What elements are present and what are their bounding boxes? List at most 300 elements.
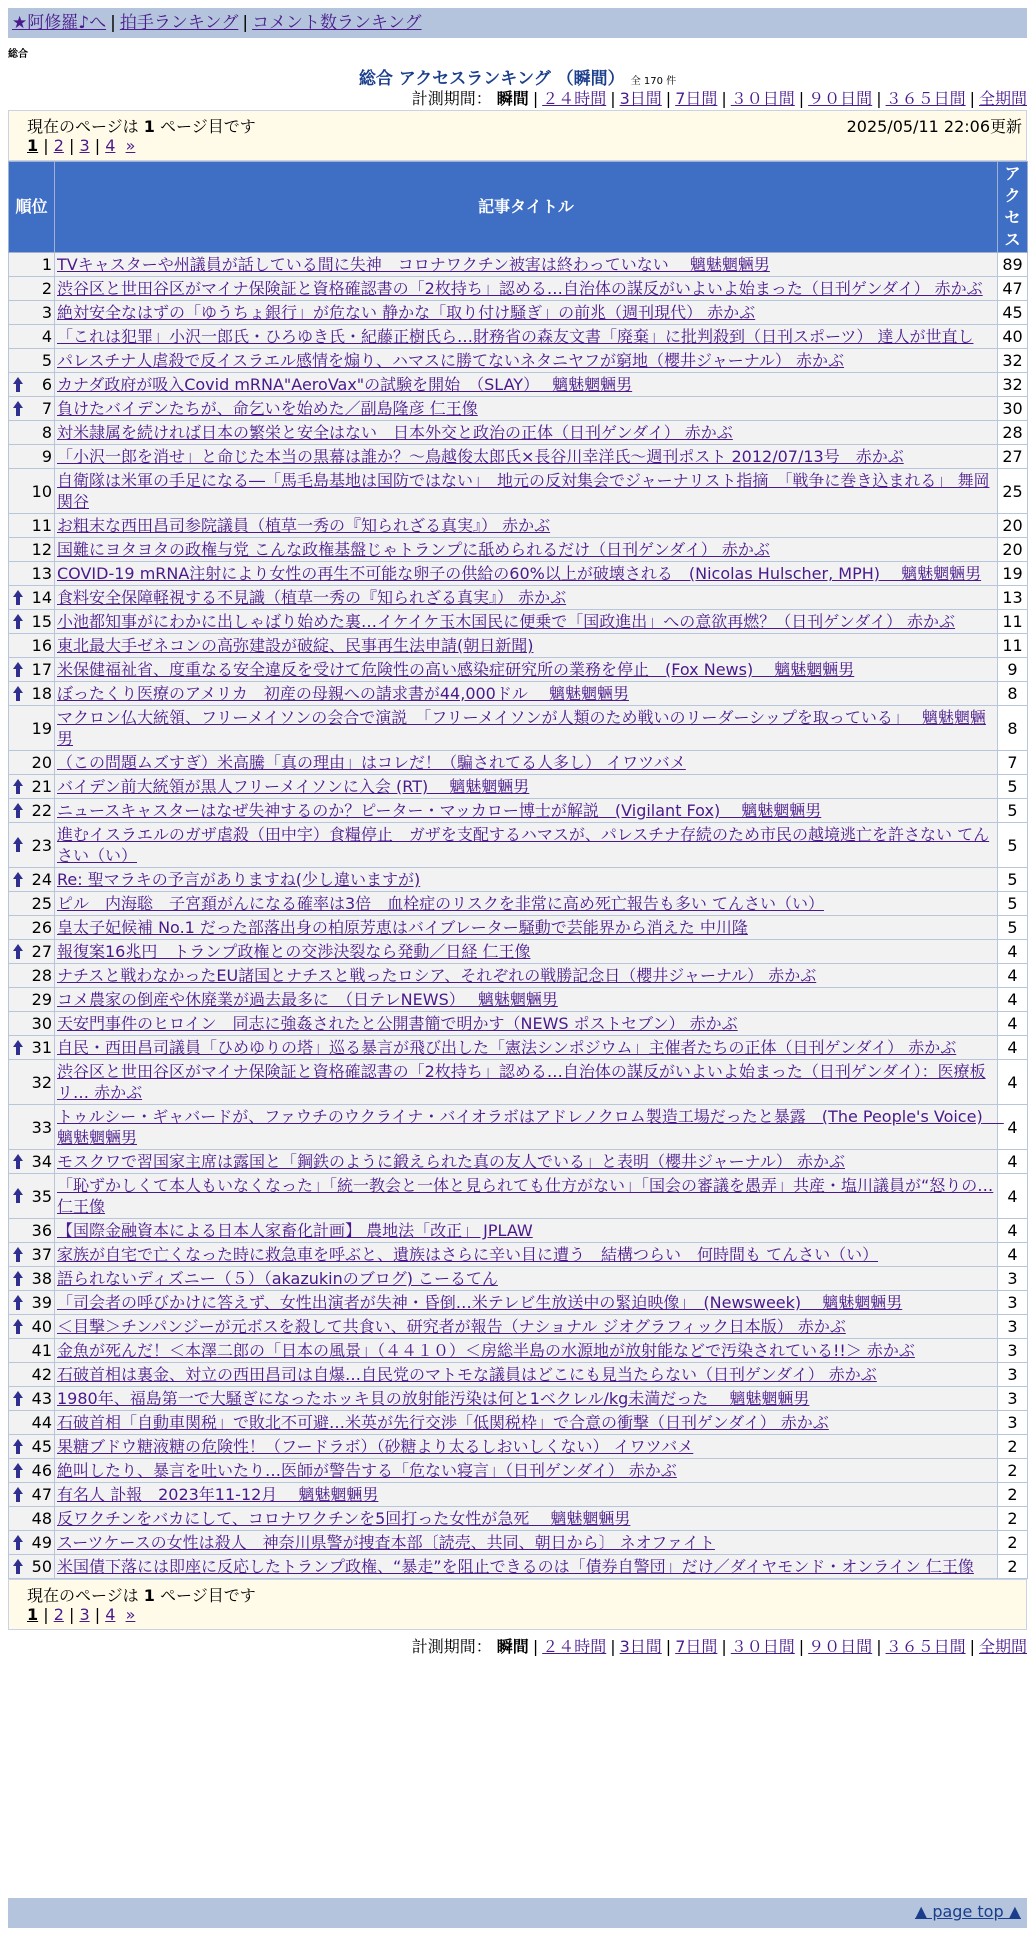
title-cell: [55, 799, 998, 823]
page-link-3[interactable]: 3: [79, 1605, 90, 1624]
rank-cell: [9, 1012, 55, 1036]
rank-number: 15: [31, 612, 52, 631]
rank-cell: [9, 277, 55, 301]
rank-number: 39: [31, 1293, 52, 1312]
pagination-top: 1 | 2 | 3 | 4 »: [27, 136, 136, 155]
period-link-365d[interactable]: ３６５日間: [885, 1637, 966, 1656]
access-count: 30: [998, 397, 1028, 421]
rank-cell: [9, 1150, 55, 1174]
title-cell: [55, 1219, 998, 1243]
rank-number: 3: [41, 303, 52, 322]
table-row: [9, 988, 1028, 1012]
title-cell: [55, 988, 998, 1012]
rank-cell: [9, 1174, 55, 1219]
article-title-link[interactable]: 米保健福祉省、度重なる安全違反を受けて危険性の高い感染症研究所の業務を停止 (Fox News) 魑魅魍魎男: [57, 660, 855, 679]
title-cell: [55, 610, 998, 634]
page-1-current: 1: [27, 1605, 39, 1624]
article-title-link[interactable]: 絶対安全なはずの「ゆうちょ銀行」が危ない 静かな「取り付け騒ぎ」の前兆（週刊現代） 赤かぶ: [57, 303, 756, 322]
article-title-link[interactable]: ピル 内海聡 子宮頚がんになる確率は3倍 血栓症のリスクを非常に高め死亡報告も多い てんさい（い）: [57, 894, 824, 913]
table-row: [9, 562, 1028, 586]
period-link-7d[interactable]: 7日間: [675, 1637, 718, 1656]
rank-number: 27: [31, 942, 52, 961]
nav-link-clap-ranking[interactable]: 拍手ランキング: [119, 13, 239, 33]
table-row: [9, 1219, 1028, 1243]
article-title-link[interactable]: 負けたバイデンたちが、命乞いを始めた／副島隆彦 仁王像: [57, 399, 478, 418]
title-cell: [55, 277, 998, 301]
table-row: [9, 1459, 1028, 1483]
rank-cell: [9, 775, 55, 799]
access-count: 2: [998, 1531, 1028, 1555]
rank-number: 22: [31, 801, 52, 820]
access-count: 5: [998, 892, 1028, 916]
article-title-link[interactable]: ＜目撃＞チンパンジーが元ボスを殺して共食い、研究者が報告（ナショナル ジオグラフィック日本版） 赤かぶ: [57, 1317, 846, 1336]
rank-number: 42: [31, 1365, 52, 1384]
access-count: 3: [998, 1363, 1028, 1387]
rank-number: 19: [31, 718, 52, 738]
article-title-link[interactable]: 小池都知事がにわかに出しゃばり始めた裏…イケイケ玉木国民に便乗で「国政進出」への意欲再燃？（日刊ゲンダイ） 赤かぶ: [57, 612, 956, 631]
article-title-link[interactable]: 食料安全保障軽視する不見識（植草一秀の『知られざる真実』） 赤かぶ: [57, 588, 567, 607]
rank-cell: [9, 1315, 55, 1339]
access-count: 45: [998, 301, 1028, 325]
rank-number: 49: [31, 1533, 52, 1552]
title-cell: [55, 1315, 998, 1339]
access-count: 8: [998, 682, 1028, 706]
article-title-link[interactable]: 1980年、福島第一で大騒ぎになったホッキ貝の放射能汚染は何と1ベクレル/kg未満だった 魑魅魍魎男: [57, 1389, 810, 1408]
table-row: [9, 1060, 1028, 1105]
rank-cell: [9, 610, 55, 634]
title-cell: [55, 514, 998, 538]
article-title-link[interactable]: ニュースキャスターはなぜ失神するのか？ピーター・マッカロー博士が解説 (Vigilant Fox) 魑魅魍魎男: [57, 801, 822, 820]
rank-number: 34: [31, 1152, 52, 1171]
title-cell: [55, 706, 998, 751]
article-title-link[interactable]: 東北最大手ゼネコンの高弥建設が破綻、民事再生法申請(朝日新聞): [57, 636, 534, 655]
access-count: 5: [998, 916, 1028, 940]
title-cell: [55, 634, 998, 658]
rank-cell: [9, 916, 55, 940]
page-1-current: 1: [27, 136, 39, 155]
current-page-text: 現在のページは 1 ページ目です: [27, 117, 256, 136]
rank-up-arrow-icon: [13, 1463, 23, 1479]
rank-cell: [9, 940, 55, 964]
rank-number: 35: [31, 1186, 52, 1206]
table-row: [9, 1339, 1028, 1363]
title-cell: [55, 1435, 998, 1459]
rank-cell: [9, 1219, 55, 1243]
total-count: 全 170 件: [630, 76, 677, 87]
rank-up-arrow-icon: [13, 872, 23, 888]
article-title-link[interactable]: 「小沢一郎を消せ」と命じた本当の黒幕は誰か？～鳥越俊太郎氏×長谷川幸洋氏～週刊ポスト 2012/07/13号 赤かぶ: [57, 447, 904, 466]
article-title-link[interactable]: COVID-19 mRNA注射により女性の再生不可能な卵子の供給の60%以上が破壊される (Nicolas Hulscher, MPH) 魑魅魍魎男: [57, 564, 982, 583]
period-link-90d[interactable]: ９０日間: [808, 89, 873, 108]
rank-up-arrow-icon: [13, 1439, 23, 1455]
title-cell: [55, 1105, 1004, 1150]
rank-number: 17: [31, 660, 52, 679]
table-row: [9, 1150, 1028, 1174]
article-title-link[interactable]: 皇太子妃候補 No.1 だった部落出身の柏原芳恵はバイブレーター騒動で芸能界から消えた 中川隆: [57, 918, 748, 937]
page-next[interactable]: »: [125, 1605, 136, 1624]
rank-up-arrow-icon: [13, 377, 23, 393]
rank-number: 4: [41, 327, 52, 346]
title-cell: [55, 1012, 998, 1036]
table-row: [9, 1291, 1028, 1315]
article-title-link[interactable]: お粗末な西田昌司参院議員（植草一秀の『知られざる真実』） 赤かぶ: [57, 516, 551, 535]
rank-cell: [9, 1459, 55, 1483]
rank-number: 14: [31, 588, 52, 607]
rank-number: 26: [31, 918, 52, 937]
page-link-2[interactable]: 2: [53, 136, 64, 155]
article-title-link[interactable]: ぼったくり医療のアメリカ 初産の母親への請求書が44,000ドル 魑魅魍魎男: [57, 684, 629, 703]
page-title: 総合 アクセスランキング （瞬間）: [358, 69, 625, 89]
article-title-link[interactable]: 家族が自宅で亡くなった時に救急車を呼ぶと、遺族はさらに辛い目に遭う 結構つらい 何時間も てんさい（い）: [57, 1245, 879, 1264]
title-cell: [55, 1483, 998, 1507]
title-cell: [55, 1411, 998, 1435]
rank-cell: [9, 1243, 55, 1267]
rank-up-arrow-icon: [13, 1040, 23, 1056]
table-row: [9, 325, 1028, 349]
article-title-link[interactable]: 「これは犯罪」小沢一郎氏・ひろゆき氏・紀藤正樹氏ら…財務省の森友文書「廃棄」に批判殺到（日刊スポーツ） 達人が世直し: [57, 327, 974, 346]
article-title-link[interactable]: 有名人 訃報 2023年11-12月 魑魅魍魎男: [57, 1485, 379, 1504]
table-row: [9, 964, 1028, 988]
article-title-link[interactable]: パレスチナ人虐殺で反イスラエル感情を煽り、ハマスに勝てないネタニヤフが窮地（櫻井ジャーナル） 赤かぶ: [57, 351, 845, 370]
article-title-link[interactable]: 石破首相「自動車関税」で敗北不可避…米英が先行交渉「低関税枠」で合意の衝撃（日刊ゲンダイ） 赤かぶ: [57, 1413, 829, 1432]
title-cell: [55, 892, 998, 916]
rank-number: 21: [31, 777, 52, 796]
access-count: 32: [998, 349, 1028, 373]
table-row: [9, 1483, 1028, 1507]
table-row: [9, 868, 1028, 892]
table-row: [9, 706, 1028, 751]
table-row: [9, 1315, 1028, 1339]
rank-up-arrow-icon: [13, 614, 23, 630]
title-cell: [55, 1267, 998, 1291]
title-cell: [55, 964, 998, 988]
rank-number: 8: [41, 423, 52, 442]
article-title-link[interactable]: 石破首相は裏金、対立の西田昌司は自爆…自民党のマトモな議員はどこにも見当たらない（日刊ゲンダイ） 赤かぶ: [57, 1365, 877, 1384]
period-link-7d[interactable]: 7日間: [675, 89, 718, 108]
table-row: [9, 1507, 1028, 1531]
rank-number: 48: [31, 1509, 52, 1528]
period-link-30d[interactable]: ３０日間: [730, 89, 795, 108]
access-count: 13: [998, 586, 1028, 610]
current-page-text: 現在のページは 1 ページ目です: [27, 1586, 256, 1605]
rank-cell: [9, 1060, 55, 1105]
rank-up-arrow-icon: [13, 1487, 23, 1503]
title-cell: [55, 1363, 998, 1387]
period-selector-bottom: 計測期間： 瞬間 | ２４時間 | 3日間 | 7日間 | ３０日間 | ９０日間 | ３６５日間 | 全期間: [411, 1637, 1027, 1656]
title-cell: [55, 349, 998, 373]
rank-cell: [9, 1411, 55, 1435]
rank-number: 30: [31, 1014, 52, 1033]
access-count: 19: [998, 562, 1028, 586]
period-link-90d[interactable]: ９０日間: [808, 1637, 873, 1656]
rank-number: 32: [31, 1072, 52, 1092]
title-cell: [55, 940, 998, 964]
period-label: 計測期間：: [411, 89, 492, 108]
table-row: [9, 610, 1028, 634]
rank-cell: [9, 1036, 55, 1060]
rank-up-arrow-icon: [13, 1535, 23, 1551]
title-cell: [55, 1387, 998, 1411]
period-link-30d[interactable]: ３０日間: [730, 1637, 795, 1656]
article-title-link[interactable]: 自民・西田昌司議員「ひめゆりの塔」巡る暴言が飛び出した「憲法シンポジウム」主催者たちの正体（日刊ゲンダイ） 赤かぶ: [57, 1038, 957, 1057]
rank-number: 2: [41, 279, 52, 298]
rank-cell: [9, 1387, 55, 1411]
period-link-3d[interactable]: 3日間: [619, 89, 662, 108]
rank-number: 43: [31, 1389, 52, 1408]
period-link-all[interactable]: 全期間: [978, 1637, 1027, 1656]
nav-link-comment-ranking[interactable]: コメント数ランキング: [252, 13, 422, 33]
rank-up-arrow-icon: [13, 1295, 23, 1311]
article-title-link[interactable]: 絶叫したり、暴言を吐いたり…医師が警告する「危ない寝言」（日刊ゲンダイ） 赤かぶ: [57, 1461, 677, 1480]
rank-number: 28: [31, 966, 52, 985]
rank-number: 37: [31, 1245, 52, 1264]
access-count: 47: [998, 277, 1028, 301]
rank-cell: [9, 325, 55, 349]
period-link-24h[interactable]: ２４時間: [542, 89, 607, 108]
rank-number: 13: [31, 564, 52, 583]
article-title-link[interactable]: 「恥ずかしくて本人もいなくなった」「統一教会と一体と見られても仕方がない」「国会の審議を愚弄」共産・塩川議員が“怒りの… 仁王像: [57, 1176, 994, 1216]
table-row: [9, 658, 1028, 682]
title-cell: [55, 1555, 998, 1579]
article-title-link[interactable]: （この問題ムズすぎ）米高騰「真の理由」はコレだ！（騙されてる人多し） イワツバメ: [57, 753, 686, 772]
rank-cell: [9, 1339, 55, 1363]
rank-cell: [9, 373, 55, 397]
title-cell: [55, 538, 998, 562]
access-count: 4: [998, 1219, 1028, 1243]
title-cell: [55, 253, 998, 277]
table-row: [9, 682, 1028, 706]
rank-up-arrow-icon: [13, 944, 23, 960]
access-count: 2: [998, 1555, 1028, 1579]
title-cell: [55, 1243, 998, 1267]
article-title-link[interactable]: 進むイスラエルのガザ虐殺（田中宇）食糧停止 ガザを支配するハマスが、パレスチナ存続のため市民の越境逃亡を許さない てんさい（い）: [57, 825, 990, 865]
bottom-bar: [8, 1898, 1027, 1928]
page-status-bottom: [8, 1579, 1027, 1630]
period-link-3d[interactable]: 3日間: [619, 1637, 662, 1656]
access-count: 2: [998, 1483, 1028, 1507]
title-cell: [55, 1507, 998, 1531]
period-link-365d[interactable]: ３６５日間: [885, 89, 966, 108]
access-count: 2: [998, 1435, 1028, 1459]
title-cell: [55, 1150, 998, 1174]
table-row: [9, 799, 1028, 823]
title-cell: [55, 868, 998, 892]
rank-cell: [9, 1435, 55, 1459]
table-row: [9, 1243, 1028, 1267]
article-title-link[interactable]: スーツケースの女性は殺人 神奈川県警が捜査本部〔読売、共同、朝日から〕 ネオファイト: [57, 1533, 715, 1552]
header-rank: 順位: [9, 162, 55, 253]
table-row: [9, 538, 1028, 562]
title-cell: [55, 1291, 998, 1315]
access-count: 4: [998, 940, 1028, 964]
article-title-link[interactable]: トゥルシー・ギャバードが、ファウチのウクライナ・バイオラボはアドレノクロム製造工場だったと暴露 (The People's Voice) 魑魅魍魎男: [57, 1107, 1004, 1147]
title-cell: [55, 421, 998, 445]
access-count: 2: [998, 1507, 1028, 1531]
table-row: [9, 469, 1028, 514]
rank-cell: [9, 253, 55, 277]
nav-separator: |: [110, 13, 116, 33]
rank-number: 31: [31, 1038, 52, 1057]
article-title-link[interactable]: 国難にヨタヨタの政権与党 こんな政権基盤じゃトランプに舐められるだけ（日刊ゲンダイ） 赤かぶ: [57, 540, 770, 559]
page-link-4[interactable]: 4: [105, 136, 116, 155]
article-title-link[interactable]: Re: 聖マラキの予言がありますね(少し違いますが): [57, 870, 421, 889]
article-title-link[interactable]: 果糖ブドウ糖液糖の危険性！（フードラボ）（砂糖より太るしおいしくない） イワツバメ: [57, 1437, 694, 1456]
rank-cell: [9, 868, 55, 892]
access-count: 3: [998, 1315, 1028, 1339]
nav-link-asyura[interactable]: ★阿修羅♪へ: [12, 13, 107, 33]
page-link-3[interactable]: 3: [79, 136, 90, 155]
rank-cell: [9, 634, 55, 658]
article-title-link[interactable]: 渋谷区と世田谷区がマイナ保険証と資格確認書の「2枚持ち」認める…自治体の謀反がいよいよ始まった（日刊ゲンダイ）：医療板リ… 赤かぶ: [57, 1062, 986, 1102]
access-count: 89: [998, 253, 1028, 277]
access-count: 20: [998, 538, 1028, 562]
category-label: 総合: [8, 49, 28, 60]
title-cell: [55, 325, 998, 349]
updated-time: 2025/05/11 22:06更新: [846, 117, 1022, 136]
table-row: [9, 751, 1028, 775]
title-cell: [55, 445, 998, 469]
rank-cell: [9, 445, 55, 469]
article-title-link[interactable]: 対米隷属を続ければ日本の繁栄と安全はない 日本外交と政治の正体（日刊ゲンダイ） 赤かぶ: [57, 423, 733, 442]
article-title-link[interactable]: 「司会者の呼びかけに答えず、女性出演者が失神・昏倒…米テレビ生放送中の緊迫映像」 (Newsweek) 魑魅魍魎男: [57, 1293, 903, 1312]
page-top-link[interactable]: ▲ page top ▲: [914, 1902, 1021, 1921]
article-title-link[interactable]: 天安門事件のヒロイン 同志に強姦されたと公開書簡で明かす（NEWS ポストセブン） 赤かぶ: [57, 1014, 738, 1033]
rank-cell: [9, 1531, 55, 1555]
rank-cell: [9, 823, 55, 868]
article-title-link[interactable]: 反ワクチンをバカにして、コロナワクチンを5回打った女性が急死 魑魅魍魎男: [57, 1509, 631, 1528]
rank-cell: [9, 892, 55, 916]
rank-up-arrow-icon: [13, 837, 23, 853]
article-title-link[interactable]: 渋谷区と世田谷区がマイナ保険証と資格確認書の「2枚持ち」認める…自治体の謀反がいよいよ始まった（日刊ゲンダイ） 赤かぶ: [57, 279, 983, 298]
table-row: [9, 1531, 1028, 1555]
period-label: 計測期間：: [411, 1637, 492, 1656]
title-cell: [55, 469, 998, 514]
access-count: 25: [998, 469, 1028, 514]
table-row: [9, 514, 1028, 538]
rank-number: 5: [41, 351, 52, 370]
rank-number: 18: [31, 684, 52, 703]
rank-cell: [9, 751, 55, 775]
rank-cell: [9, 1267, 55, 1291]
access-count: 3: [998, 1267, 1028, 1291]
article-title-link[interactable]: 報復案16兆円 トランプ政権との交渉決裂なら発動／日経 仁王像: [57, 942, 531, 961]
article-title-link[interactable]: マクロン仏大統領、フリーメイソンの会合で演説 「フリーメイソンが人類のため戦いのリーダーシップを取っている」 魑魅魍魎男: [57, 708, 986, 748]
nav-separator: |: [242, 13, 249, 33]
rank-up-arrow-icon: [13, 1271, 23, 1287]
table-row: [9, 1435, 1028, 1459]
rank-number: 12: [31, 540, 52, 559]
pagination-bottom: 1 | 2 | 3 | 4 »: [27, 1605, 136, 1624]
rank-up-arrow-icon: [13, 1391, 23, 1407]
period-current: 瞬間: [496, 1637, 529, 1656]
access-count: 28: [998, 421, 1028, 445]
period-link-all[interactable]: 全期間: [978, 89, 1027, 108]
access-count: 11: [998, 634, 1028, 658]
page-link-4[interactable]: 4: [105, 1605, 116, 1624]
article-title-link[interactable]: 米国債下落には即座に反応したトランプ政権、“暴走”を阻止できるのは「債券自警団」だけ／ダイヤモンド・オンライン 仁王像: [57, 1557, 974, 1576]
article-title-link[interactable]: コメ農家の倒産や休廃業が過去最多に （日テレNEWS） 魑魅魍魎男: [57, 990, 558, 1009]
title-cell: [55, 916, 998, 940]
access-count: 4: [998, 1174, 1028, 1219]
rank-number: 45: [31, 1437, 52, 1456]
rank-number: 40: [31, 1317, 52, 1336]
rank-cell: [9, 349, 55, 373]
rank-number: 24: [31, 870, 52, 889]
table-row: [9, 1174, 1028, 1219]
table-row: [9, 916, 1028, 940]
article-title-link[interactable]: バイデン前大統領が黒人フリーメイソンに入会 (RT) 魑魅魍魎男: [57, 777, 530, 796]
rank-number: 7: [41, 399, 52, 418]
page-link-2[interactable]: 2: [53, 1605, 64, 1624]
article-title-link[interactable]: 金魚が死んだ！＜本澤二郎の「日本の風景」（４４１０）＜房総半島の水源地が放射能などで汚染されている!!＞ 赤かぶ: [57, 1341, 915, 1360]
access-count: 4: [998, 1012, 1028, 1036]
rank-cell: [9, 1105, 55, 1150]
rank-up-arrow-icon: [13, 401, 23, 417]
ranking-table: [8, 161, 1028, 1579]
rank-cell: [9, 514, 55, 538]
rank-up-arrow-icon: [13, 1154, 23, 1170]
access-count: 7: [998, 751, 1028, 775]
table-row: [9, 445, 1028, 469]
rank-up-arrow-icon: [13, 1247, 23, 1263]
rank-up-arrow-icon: [13, 779, 23, 795]
access-count: 20: [998, 514, 1028, 538]
rank-cell: [9, 301, 55, 325]
rank-cell: [9, 988, 55, 1012]
rank-cell: [9, 1363, 55, 1387]
article-title-link[interactable]: TVキャスターや州議員が話している間に失神 コロナワクチン被害は終わっていない 魑魅魍魎男: [57, 255, 770, 274]
title-cell: [55, 751, 998, 775]
title-cell: [55, 1060, 998, 1105]
article-title-link[interactable]: 語られないディズニー（５）（akazukinのブログ) こーるてん: [57, 1269, 498, 1288]
period-current: 瞬間: [496, 89, 529, 108]
access-count: 5: [998, 823, 1028, 868]
rank-number: 25: [31, 894, 52, 913]
rank-number: 20: [31, 753, 52, 772]
rank-number: 50: [31, 1557, 52, 1576]
title-cell: [55, 775, 998, 799]
table-row: [9, 1555, 1028, 1579]
rank-cell: [9, 1507, 55, 1531]
rank-up-arrow-icon: [13, 686, 23, 702]
title-cell: [55, 373, 998, 397]
article-title-link[interactable]: カナダ政府が吸入Covid mRNA"AeroVax"の試験を開始 （SLAY） 魑魅魍魎男: [57, 375, 633, 394]
rank-number: 41: [31, 1341, 52, 1360]
article-title-link[interactable]: モスクワで習国家主席は露国と「鋼鉄のように鍛えられた真の友人でいる」と表明（櫻井ジャーナル） 赤かぶ: [57, 1152, 845, 1171]
article-title-link[interactable]: ナチスと戦わなかったEU諸国とナチスと戦ったロシア、それぞれの戦勝記念日（櫻井ジャーナル） 赤かぶ: [57, 966, 817, 985]
rank-number: 6: [41, 375, 52, 394]
title-cell: [55, 1531, 998, 1555]
rank-number: 9: [41, 447, 52, 466]
access-count: 5: [998, 799, 1028, 823]
table-row: [9, 1387, 1028, 1411]
article-title-link[interactable]: 【国際金融資本による日本人家畜化計画】 農地法「改正」 JPLAW: [57, 1221, 533, 1240]
article-title-link[interactable]: 自衛隊は米軍の手足になる―「馬毛島基地は国防ではない」 地元の反対集会でジャーナリスト指摘 「戦争に巻き込まれる」 舞岡関谷: [57, 471, 990, 511]
access-count: 8: [998, 706, 1028, 751]
table-row: [9, 892, 1028, 916]
rank-number: 1: [41, 255, 52, 274]
rank-number: 46: [31, 1461, 52, 1480]
access-count: 32: [998, 373, 1028, 397]
page-next[interactable]: »: [125, 136, 136, 155]
access-count: 3: [998, 1411, 1028, 1435]
rank-up-arrow-icon: [13, 662, 23, 678]
period-link-24h[interactable]: ２４時間: [542, 1637, 607, 1656]
title-cell: [55, 1174, 998, 1219]
rank-cell: [9, 706, 55, 751]
rank-number: 29: [31, 990, 52, 1009]
rank-cell: [9, 658, 55, 682]
